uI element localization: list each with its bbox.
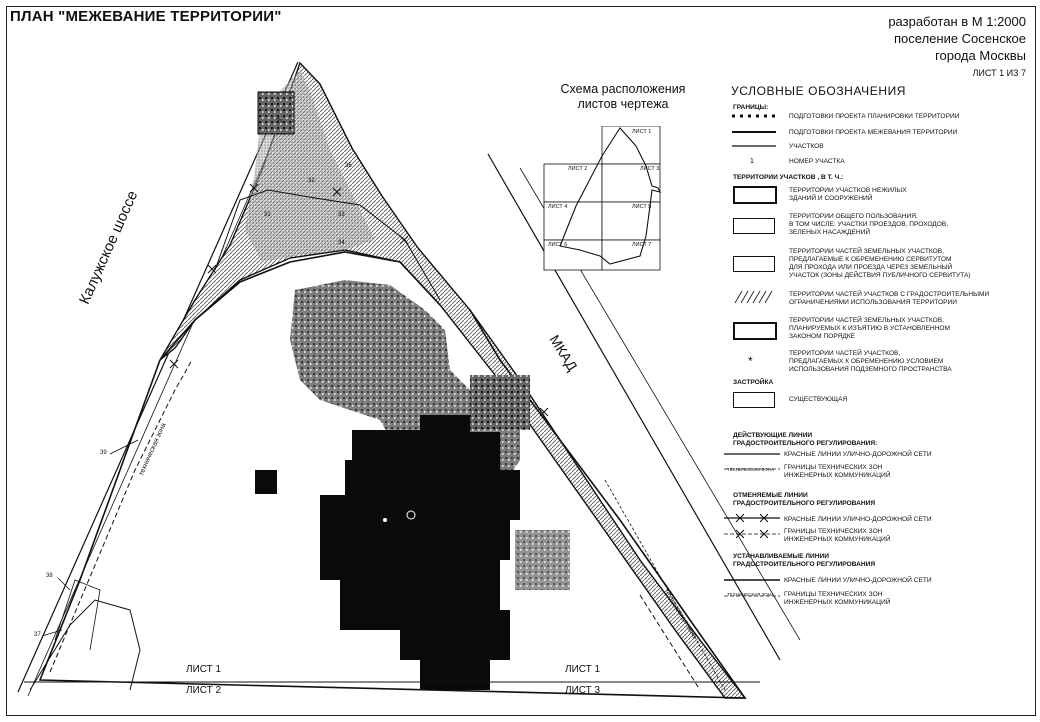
tech-zone-line (50, 360, 192, 672)
legend-subhead: ГРАДОСТРОИТЕЛЬНОГО РЕГУЛИРОВАНИЯ: (733, 440, 878, 447)
sheet-scheme-title (548, 82, 698, 112)
sheet-scheme-title-line: листов чертежа (577, 97, 669, 111)
parcel-number: 37 (34, 632, 41, 638)
legend-item: СУЩЕСТВУЮЩАЯ (789, 396, 848, 403)
legend-swatch (733, 322, 777, 340)
city-note: города Москвы (935, 48, 1026, 63)
parcel-number: 36 (345, 163, 352, 169)
legend-item: ПРЕДЛАГАЕМЫХ К ОБРЕМЕНЕНИЮ УСЛОВИЕМ (789, 358, 944, 365)
legend-item: ГРАНИЦЫ ТЕХНИЧЕСКИХ ЗОН (784, 591, 883, 598)
legend-star-symbol: * (748, 354, 753, 368)
legend-item: ПЛАНИРУЕМЫХ К ИЗЪЯТИЮ В УСТАНОВЛЕННОМ (789, 325, 951, 332)
legend-item: ПОДГОТОВКИ ПРОЕКТА МЕЖЕВАНИЯ ТЕРРИТОРИИ (789, 129, 958, 136)
scheme-cell-label: ЛИСТ 4 (548, 204, 568, 210)
marker-dot (383, 518, 387, 522)
parcel-number: 38 (46, 573, 53, 579)
parcel-number: 39 (100, 450, 107, 456)
sheet-label: ЛИСТ 1 (186, 664, 222, 675)
tech-zone-line (605, 480, 725, 690)
page-title: ПЛАН "МЕЖЕВАНИЕ ТЕРРИТОРИИ" (10, 8, 282, 25)
legend-hatch-swatch (733, 290, 775, 304)
sheet-label: ЛИСТ 1 (565, 664, 601, 675)
legend-item: ЗЕЛЕНЫХ НАСАЖДЕНИЙ (789, 229, 871, 236)
legend-item: ИНЖЕНЕРНЫХ КОММУНИКАЦИЙ (784, 536, 891, 543)
legend-item: ПРЕДЛАГАЕМЫЕ К ОБРЕМЕНЕНИЮ СЕРВИТУТОМ (789, 256, 952, 263)
parcel-number: 34 (338, 240, 345, 246)
parcel-number: 33 (338, 212, 345, 218)
legend-subhead: ЗАСТРОЙКА (733, 379, 774, 386)
dark-block (255, 470, 277, 494)
legend-item: ТЕРРИТОРИИ УЧАСТКОВ НЕЖИЛЫХ (789, 187, 907, 194)
scheme-cell-label: ЛИСТ 3 (640, 166, 660, 172)
legend-line-symbols (722, 512, 782, 546)
legend-subhead: УСТАНАВЛИВАЕМЫЕ ЛИНИИ (733, 553, 829, 560)
legend-item: ЗАКОНОМ ПОРЯДКЕ (789, 333, 856, 340)
green-area (515, 530, 570, 590)
legend-item: КРАСНЫЕ ЛИНИИ УЛИЧНО-ДОРОЖНОЙ СЕТИ (784, 577, 932, 584)
legend-item: ПОДГОТОВКИ ПРОЕКТА ПЛАНИРОВКИ ТЕРРИТОРИИ (789, 113, 960, 120)
dark-mass (320, 415, 520, 690)
existing-building (258, 92, 294, 134)
road-loop (30, 600, 140, 690)
tech-zone-label: техническая зона (662, 588, 699, 640)
legend-subhead: ТЕРРИТОРИИ УЧАСТКОВ , В Т. Ч.: (733, 174, 844, 181)
legend-subhead: ГРАДОСТРОИТЕЛЬНОГО РЕГУЛИРОВАНИЯ (733, 561, 876, 568)
scheme-cell-label: ЛИСТ 5 (632, 204, 652, 210)
scheme-cell-label: ЛИСТ 7 (632, 242, 652, 248)
legend-subhead: ГРАНИЦЫ: (733, 104, 769, 111)
legend-line-symbols (730, 112, 778, 172)
parcel-number: 31 (264, 212, 271, 218)
legend-item: ОГРАНИЧЕНИЯМИ ИСПОЛЬЗОВАНИЯ ТЕРРИТОРИИ (789, 299, 957, 306)
legend-line-symbols (722, 574, 782, 604)
label-leader (110, 440, 138, 454)
road-edge-line (18, 62, 298, 692)
legend-item: ГРАНИЦЫ ТЕХНИЧЕСКИХ ЗОН (784, 528, 883, 535)
legend-item: ДЛЯ ПРОХОДА ИЛИ ПРОЕЗДА ЧЕРЕЗ ЗЕМЕЛЬНЫЙ (789, 264, 953, 271)
legend-item: ТЕРРИТОРИИ ЧАСТЕЙ ЗЕМЕЛЬНЫХ УЧАСТКОВ, (789, 248, 945, 255)
legend-item: ТЕРРИТОРИИ ЧАСТЕЙ ЗЕМЕЛЬНЫХ УЧАСТКОВ, (789, 317, 945, 324)
road-label-kaluzhskoe: Калужское шоссе (76, 188, 142, 307)
legend-item: ТЕРРИТОРИИ ОБЩЕГО ПОЛЬЗОВАНИЯ, (789, 213, 918, 220)
parcel-number: 35 (276, 118, 283, 124)
legend-item: ГРАНИЦЫ ТЕХНИЧЕСКИХ ЗОН (784, 464, 883, 471)
sheet-scheme-title-line: Схема расположения (560, 82, 686, 96)
scale-note: разработан в М 1:2000 (888, 14, 1026, 29)
scheme-cell-label: ЛИСТ 1 (632, 129, 652, 135)
legend-item: ТЕРРИТОРИИ ЧАСТЕЙ УЧАСТКОВ С ГРАДОСТРОИТЕЛЬНЫМИ (789, 291, 990, 298)
sheet-label: ЛИСТ 3 (565, 685, 601, 696)
legend-number-symbol: 1 (750, 158, 754, 165)
green-area (470, 375, 530, 430)
road-label-mkad: МКАД (546, 332, 581, 374)
legend-title: УСЛОВНЫЕ ОБОЗНАЧЕНИЯ (731, 84, 907, 98)
parcel-number: 32 (308, 178, 315, 184)
legend-item: ТЕРРИТОРИИ ЧАСТЕЙ УЧАСТКОВ, (789, 350, 901, 357)
legend-item: КРАСНЫЕ ЛИНИИ УЛИЧНО-ДОРОЖНОЙ СЕТИ (784, 516, 932, 523)
legend-swatch (733, 186, 777, 204)
legend-item: КРАСНЫЕ ЛИНИИ УЛИЧНО-ДОРОЖНОЙ СЕТИ (784, 451, 932, 458)
legend-subhead: ОТМЕНЯЕМЫЕ ЛИНИИ (733, 492, 808, 499)
legend-tech-tag: ТЕХНИЧЕСКАЯ ЗОНА (727, 592, 775, 597)
settlement-note: поселение Сосенское (894, 31, 1026, 46)
tech-zone-label: техническая зона (138, 422, 168, 477)
legend-subhead: ГРАДОСТРОИТЕЛЬНОГО РЕГУЛИРОВАНИЯ (733, 500, 876, 507)
sheet-number: ЛИСТ 1 ИЗ 7 (972, 68, 1026, 78)
legend-tech-tag: ТЕХНИЧЕСКАЯ ЗОНА (727, 467, 775, 472)
road-loop (55, 580, 100, 650)
legend-item: ИНЖЕНЕРНЫХ КОММУНИКАЦИЙ (784, 599, 891, 606)
legend-item: ЗДАНИЙ И СООРУЖЕНИЙ (789, 195, 873, 202)
legend-swatch (733, 256, 775, 272)
legend-item: УЧАСТКОВ (789, 143, 824, 150)
legend-swatch (733, 392, 775, 408)
legend-item: УЧАСТОК (ЗОНЫ ДЕЙСТВИЯ ПУБЛИЧНОГО СЕРВИТУТА) (789, 272, 971, 279)
legend-subhead: ДЕЙСТВУЮЩИЕ ЛИНИИ (733, 432, 813, 439)
legend-item: ИСПОЛЬЗОВАНИЯ ПОДЗЕМНОГО ПРОСТРАНСТВА (789, 366, 952, 373)
sheet-label: ЛИСТ 2 (186, 685, 222, 696)
legend-item: ИНЖЕНЕРНЫХ КОММУНИКАЦИЙ (784, 472, 891, 479)
sheet-scheme-diagram (540, 126, 670, 276)
legend-item: В ТОМ ЧИСЛЕ: УЧАСТКИ ПРОЕЗДОВ, ПРОХОДОВ, (789, 221, 949, 228)
legend-item: НОМЕР УЧАСТКА (789, 158, 845, 165)
legend-swatch (733, 218, 775, 234)
scheme-cell-label: ЛИСТ 6 (548, 242, 568, 248)
scheme-cell-label: ЛИСТ 2 (568, 166, 588, 172)
